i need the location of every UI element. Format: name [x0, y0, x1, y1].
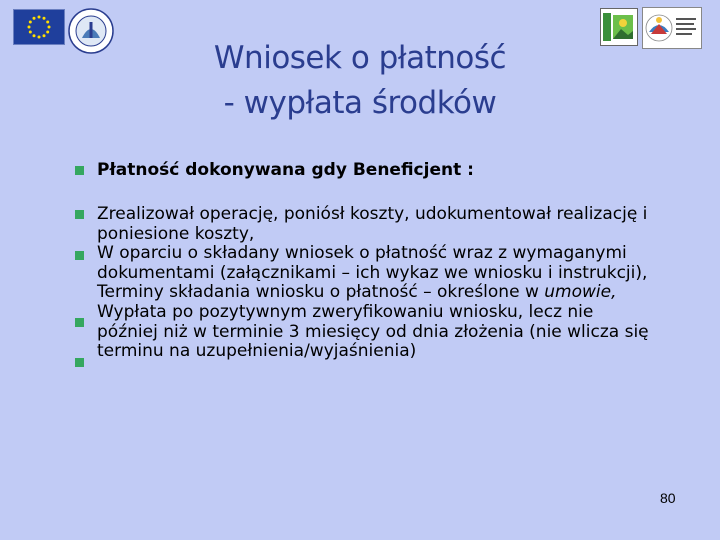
page-number: 80	[660, 490, 676, 506]
list-item: Wypłata po pozytywnym zweryfikowaniu wniosku, lecz nie później niż w terminie 3 miesięcy od dnia złożenia (nie wlicza się terminu na uzupełnienia/wyjaśnienia)	[97, 301, 649, 362]
slide-title	[150, 36, 570, 126]
round-emblem-icon	[68, 8, 114, 54]
list-item: W oparciu o składany wniosek o płatność wraz z wymaganymi dokumentami (załącznikami – ich wykaz we wniosku i instrukcji),	[97, 243, 648, 283]
bullet-square-icon	[75, 210, 84, 219]
list-item	[97, 283, 657, 303]
title-line-1: Wniosek o płatność	[213, 40, 507, 76]
list-item: Zrealizował operację, poniósł koszty, udokumentował realizację i poniesione koszty,	[97, 204, 648, 244]
list-item-text: Terminy składania wniosku o płatność – określone w	[97, 282, 545, 303]
leader-logo-icon	[600, 8, 638, 46]
eu-flag-icon	[13, 9, 65, 45]
list-item-emphasis: umowie,	[544, 282, 617, 303]
bullet-square-icon	[75, 318, 84, 327]
bullet-list	[97, 205, 657, 362]
rural-program-logo-icon	[642, 7, 702, 49]
title-line-2: - wypłata środków	[223, 85, 497, 121]
section-heading: Płatność dokonywana gdy Beneficjent :	[97, 160, 474, 180]
bullet-square-icon	[75, 166, 84, 175]
bullet-square-icon	[75, 251, 84, 260]
bullet-square-icon	[75, 358, 84, 367]
